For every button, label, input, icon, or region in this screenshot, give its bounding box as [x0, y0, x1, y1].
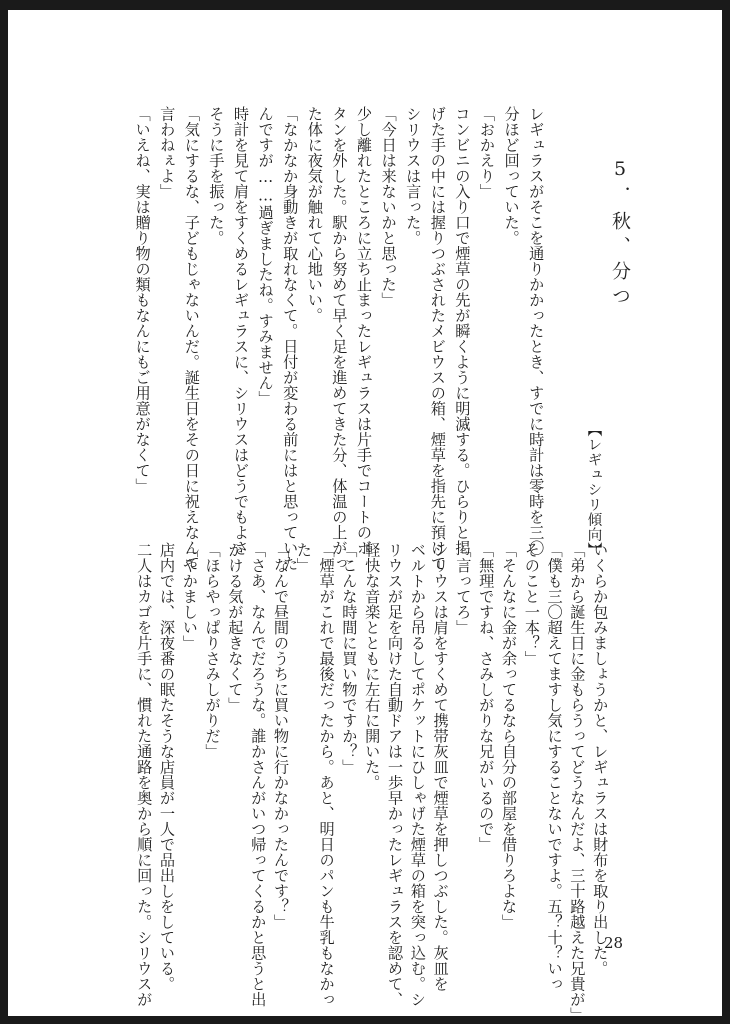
text-column: た体に夜気が触れて心地いい。 [305, 106, 324, 323]
text-column: 「いえね、実は贈り物の類もなんにもご用意がなくて」 [133, 106, 152, 494]
text-column: 「弟から誕生日に金もらうってどうなんだよ、三十路越えた兄貴が」 [568, 542, 587, 1023]
text-column: 少し離れたところに立ち止まったレギュラスは片手でコートのボ [355, 106, 373, 556]
text-column: 軽快な音楽とともに左右に開いた。 [363, 542, 382, 790]
text-column: 「やかましい」 [180, 542, 199, 651]
chapter-title: 5．秋、分つ [609, 158, 631, 311]
text-column: シリウスは言った。 [404, 106, 423, 246]
text-column: いくらか包みましょうかと、レギュラスは財布を取り出した。 [591, 542, 610, 976]
text-column: そうに手を振った。 [207, 106, 226, 246]
text-column: リウスが足を向けた自動ドアは一歩早かったレギュラスを認めて、 [386, 542, 404, 1007]
text-column: 「なんで昼間のうちに買い物に行かなかったんです？」 [272, 542, 290, 930]
text-column: 「さあ、なんでだろうな。誰かさんがいつ帰ってくるかと思うと出 [249, 542, 268, 1007]
text-column: 「こんな時間に買い物ですか？」 [340, 542, 359, 775]
text-column: 「僕も三〇超えてますし気にすることないですよ。五？十？いっ [545, 542, 564, 992]
text-column: た」 [294, 542, 313, 573]
text-column: 分ほど回っていた。 [502, 106, 521, 246]
text-column: タンを外した。駅から努めて早く足を進めてきた分、体温の上がっ [330, 106, 349, 571]
text-column: レギュラスがそこを通りかかったとき、すでに時計は零時を三〇 [527, 106, 546, 556]
text-column: コンビニの入り口で煙草の先が瞬くように明滅する。ひらりと掲 [453, 106, 472, 556]
text-column: ベルトから吊るしてポケットにひしゃげた煙草の箱を突っ込む。シ [408, 542, 427, 1007]
text-column: シリウスは肩をすくめて携帯灰皿で煙草を押しつぶした。灰皿を [431, 542, 450, 992]
text-column: 「そんなに金が余ってるなら自分の部屋を借りろよな」 [500, 542, 518, 930]
text-column: 言わねぇよ」 [158, 106, 177, 199]
text-column: 「今日は来ないかと思った」 [379, 106, 398, 308]
text-column: そのこと一本？」 [522, 542, 541, 666]
genre-tag: 【レギュシリ傾向】 [585, 422, 602, 557]
text-column: 「言ってろ」 [454, 542, 473, 635]
text-column: 「気にするな、子どもじゃないんだ。誕生日をその日に祝えなんて [182, 106, 201, 571]
text-column: 「ほらやっぱりさみしがりだ」 [203, 542, 222, 759]
document-page [8, 10, 722, 1023]
text-column: 時計を見て肩をすくめるレギュラスに、シリウスはどうでもよさ [232, 106, 250, 556]
text-column: んですが……過ぎましたね。すみません」 [256, 106, 275, 407]
text-column: げた手の中には握りつぶされたメビウスの箱、煙草を指先に預けて [428, 106, 447, 571]
text-column: 「おかえり」 [478, 106, 496, 199]
text-column: 二人はカゴを片手に、慣れた通路を奥から順に回った。シリウスが [135, 542, 154, 1007]
page-number: 28 [604, 934, 624, 952]
text-column: 「煙草がこれで最後だったから。あと、明日のパンも牛乳もなかっ [317, 542, 336, 1007]
text-column: 「なかなか身動きが取れなくて。日付が変わる前にはと思っていた [281, 106, 300, 571]
text-column: かける気が起きなくて」 [226, 542, 245, 713]
text-column: 「無理ですね、さみしがりな兄がいるので」 [477, 542, 496, 852]
text-column: 店内では、深夜番の眠たそうな店員が一人で品出しをしている。 [158, 542, 176, 992]
